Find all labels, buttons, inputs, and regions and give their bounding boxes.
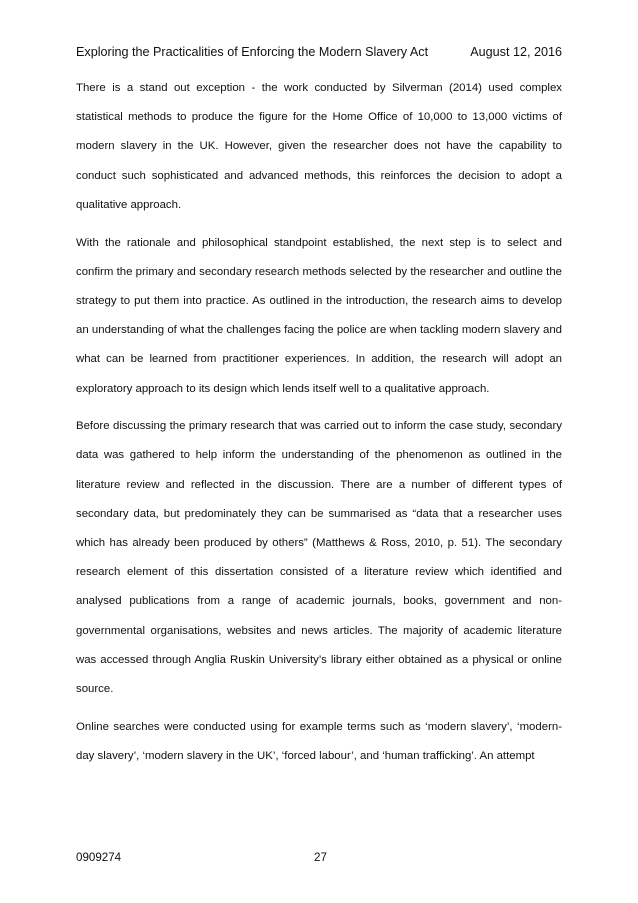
paragraph: Before discussing the primary research that was carried out to inform the case study, secondary data was gathered to help inform the understanding of the phenomenon as outlined in the literature review and reflected in the discussion. There are a number of different types of secondary data, but predominately they can be summarised as “data that a researcher uses which has already been produced by others” (Matthews & Ross, 2010, p. 51). The secondary research element of this dissertation consisted of a literature review which identified and analysed publications from a range of academic journals, books, government and non-governmental organisations, websites and news articles. The majority of academic literature was accessed through Anglia Ruskin University’s library either obtained as a physical or online source.: [76, 420, 562, 696]
paragraph: With the rationale and philosophical standpoint established, the next step is to select and confirm the primary and secondary research methods selected by the researcher and outline the strategy to put them into practice. As outlined in the introduction, the research aims to develop an understanding of what the challenges facing the police are when tackling modern slavery and what can be learned from practitioner experiences. In addition, the research will adopt an exploratory approach to its design which lends itself well to a qualitative approach.: [76, 236, 562, 395]
body-text: [76, 74, 562, 771]
paragraph: Online searches were conducted using for example terms such as ‘modern slavery’, ‘modern-day slavery’, ‘modern slavery in the UK’, ‘forced labour’, and ‘human trafficking’. An attempt: [76, 720, 562, 762]
document-date: August 12, 2016: [470, 45, 562, 59]
paragraph: There is a stand out exception - the work conducted by Silverman (2014) used complex statistical methods to produce the figure for the Home Office of 10,000 to 13,000 victims of modern slavery in the UK. However, given the researcher does not have the capability to conduct such sophisticated and advanced methods, this reinforces the decision to adopt a qualitative approach.: [76, 82, 562, 211]
student-id: 0909274: [76, 851, 122, 864]
running-footer: [76, 850, 562, 866]
page-number: 27: [314, 851, 327, 864]
running-header: [76, 44, 562, 60]
document-title: Exploring the Practicalities of Enforcing the Modern Slavery Act: [76, 45, 429, 59]
